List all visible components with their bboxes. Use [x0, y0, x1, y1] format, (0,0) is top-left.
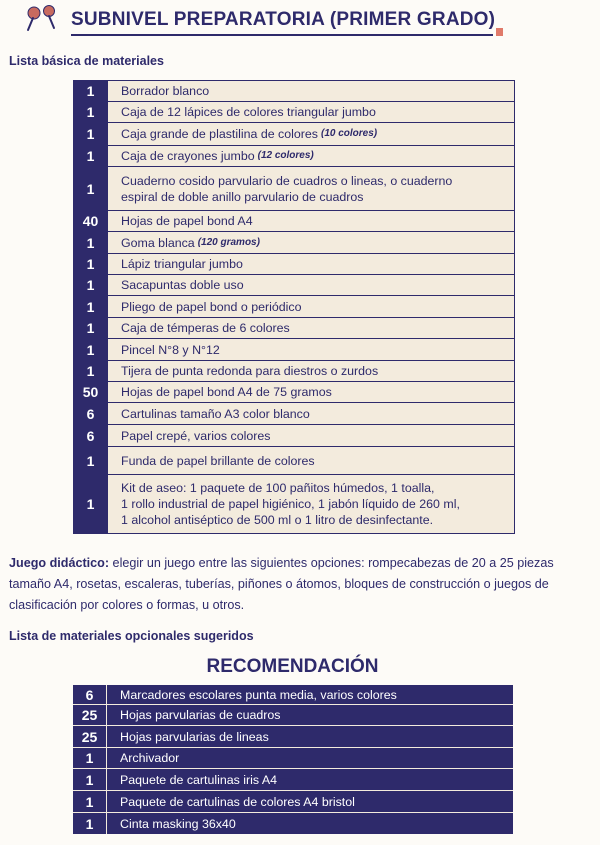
- table-row: [74, 254, 514, 275]
- optional-materials-table: [73, 685, 513, 834]
- table-row: [74, 167, 514, 211]
- table-row: [73, 769, 513, 791]
- item-text: Hojas parvularias de lineas: [120, 729, 269, 744]
- table-row: [73, 748, 513, 769]
- item-note: (10 colores): [321, 128, 378, 139]
- item-description: [107, 705, 513, 725]
- item-quantity: 50: [74, 382, 108, 402]
- item-text: Caja grande de plastilina de colores: [121, 127, 318, 141]
- item-text: Papel crepé, varios colores: [121, 428, 271, 443]
- item-description: [108, 382, 514, 402]
- table-row: [73, 685, 513, 705]
- basic-list-label: Lista básica de materiales: [9, 54, 164, 68]
- item-description: [108, 339, 514, 360]
- table-row: [74, 382, 514, 403]
- table-row: [73, 791, 513, 813]
- table-row: [74, 296, 514, 318]
- item-quantity: 25: [73, 726, 107, 747]
- table-row: [74, 211, 514, 232]
- item-text: Archivador: [120, 751, 180, 765]
- table-row: [73, 726, 513, 748]
- table-row: [74, 339, 514, 361]
- page-title: SUBNIVEL PREPARATORIA (PRIMER GRADO): [71, 9, 496, 30]
- table-row: [74, 123, 514, 146]
- item-quantity: 1: [74, 81, 108, 101]
- item-text: Kit de aseo: 1 paquete de 100 pañitos húmedos, 1 toalla, 1 rollo industrial de papel higiénico, 1 jabón líquido de 260 ml, 1 alcohol antiséptico de 500 ml o 1 litro de desinfectante.: [121, 481, 460, 527]
- item-quantity: 1: [73, 813, 107, 834]
- basic-materials-table: [73, 80, 515, 534]
- item-note: (12 colores): [257, 150, 314, 161]
- item-description: [107, 791, 513, 812]
- table-row: [74, 475, 514, 533]
- table-row: [74, 81, 514, 102]
- item-quantity: 25: [73, 705, 107, 725]
- item-text: Hojas parvularias de cuadros: [120, 708, 281, 722]
- item-description: [107, 726, 513, 747]
- item-text: Hojas de papel bond A4: [121, 214, 253, 228]
- table-row: [74, 232, 514, 254]
- item-description: [108, 146, 514, 166]
- item-description: [108, 447, 514, 474]
- item-quantity: 1: [74, 167, 108, 210]
- item-text: Borrador blanco: [121, 84, 210, 98]
- item-description: [108, 275, 514, 295]
- table-row: [74, 361, 514, 382]
- item-quantity: 6: [73, 685, 107, 704]
- table-row: [73, 813, 513, 834]
- item-text: Caja de crayones jumbo: [121, 149, 255, 163]
- item-description: [108, 425, 514, 446]
- item-quantity: 1: [73, 791, 107, 812]
- item-quantity: 1: [74, 275, 108, 295]
- item-description: [108, 123, 514, 145]
- item-description: [108, 296, 514, 317]
- item-text: Paquete de cartulinas de colores A4 bristol: [120, 794, 355, 809]
- item-quantity: 1: [74, 475, 108, 533]
- recommendation-title: RECOMENDACIÓN: [206, 656, 379, 677]
- item-text: Caja de 12 lápices de colores triangular jumbo: [121, 105, 376, 119]
- item-text: Funda de papel brillante de colores: [121, 453, 315, 468]
- item-description: [107, 813, 513, 834]
- title-underline: [71, 34, 493, 36]
- item-description: [108, 232, 514, 253]
- table-row: [74, 146, 514, 167]
- item-quantity: 1: [74, 318, 108, 338]
- item-description: [108, 167, 514, 210]
- item-quantity: 1: [73, 769, 107, 790]
- item-text: Goma blanca: [121, 235, 195, 250]
- item-description: [108, 81, 514, 101]
- table-row: [73, 705, 513, 726]
- item-text: Cuaderno cosido parvulario de cuadros o lineas, o cuaderno espiral de doble anillo parvulario de cuadros: [121, 173, 453, 204]
- item-description: [108, 318, 514, 338]
- item-quantity: 1: [74, 232, 108, 253]
- optional-list-label: Lista de materiales opcionales sugeridos: [9, 629, 254, 643]
- push-pins-icon: [22, 4, 64, 34]
- item-quantity: 40: [74, 211, 108, 231]
- table-row: [74, 403, 514, 425]
- title-accent-mark: [496, 28, 503, 36]
- header: [22, 4, 496, 36]
- item-quantity: 1: [74, 102, 108, 122]
- table-row: [74, 275, 514, 296]
- item-text: Lápiz triangular jumbo: [121, 257, 243, 271]
- item-text: Tijera de punta redonda para diestros o zurdos: [121, 364, 379, 378]
- item-text: Sacapuntas doble uso: [121, 278, 244, 292]
- item-quantity: 1: [74, 447, 108, 474]
- item-description: [107, 769, 513, 790]
- item-text: Caja de témperas de 6 colores: [121, 321, 290, 335]
- item-description: [108, 102, 514, 122]
- item-quantity: 6: [74, 425, 108, 446]
- item-description: [108, 475, 514, 533]
- item-quantity: 1: [74, 254, 108, 274]
- item-description: [108, 403, 514, 424]
- item-quantity: 1: [74, 339, 108, 360]
- item-quantity: 6: [74, 403, 108, 424]
- item-text: Cinta masking 36x40: [120, 816, 236, 831]
- item-note: (120 gramos): [197, 236, 260, 248]
- item-quantity: 1: [74, 361, 108, 381]
- item-text: Marcadores escolares punta media, varios colores: [120, 687, 397, 702]
- didactic-game-paragraph: [9, 553, 594, 616]
- item-description: [107, 748, 513, 768]
- item-quantity: 1: [73, 748, 107, 768]
- didactic-text: elegir un juego entre las siguientes opciones: rompecabezas de 20 a 25 piezas tamaño A4, rosetas, escaleras, tuberías, piñones o átomos, bloques de construcción o juegos de clasificación por colores o formas, u otros.: [9, 556, 554, 612]
- item-quantity: 1: [74, 123, 108, 145]
- table-row: [74, 447, 514, 475]
- table-row: [74, 102, 514, 123]
- item-description: [107, 685, 513, 704]
- item-text: Pincel N°8 y N°12: [121, 342, 220, 357]
- table-row: [74, 425, 514, 447]
- item-text: Pliego de papel bond o periódico: [121, 299, 302, 314]
- item-description: [108, 254, 514, 274]
- didactic-label: Juego didáctico:: [9, 556, 110, 570]
- item-text: Hojas de papel bond A4 de 75 gramos: [121, 385, 332, 399]
- item-quantity: 1: [74, 146, 108, 166]
- item-quantity: 1: [74, 296, 108, 317]
- item-text: Paquete de cartulinas iris A4: [120, 772, 278, 787]
- item-text: Cartulinas tamaño A3 color blanco: [121, 406, 310, 421]
- item-description: [108, 211, 514, 231]
- table-row: [74, 318, 514, 339]
- item-description: [108, 361, 514, 381]
